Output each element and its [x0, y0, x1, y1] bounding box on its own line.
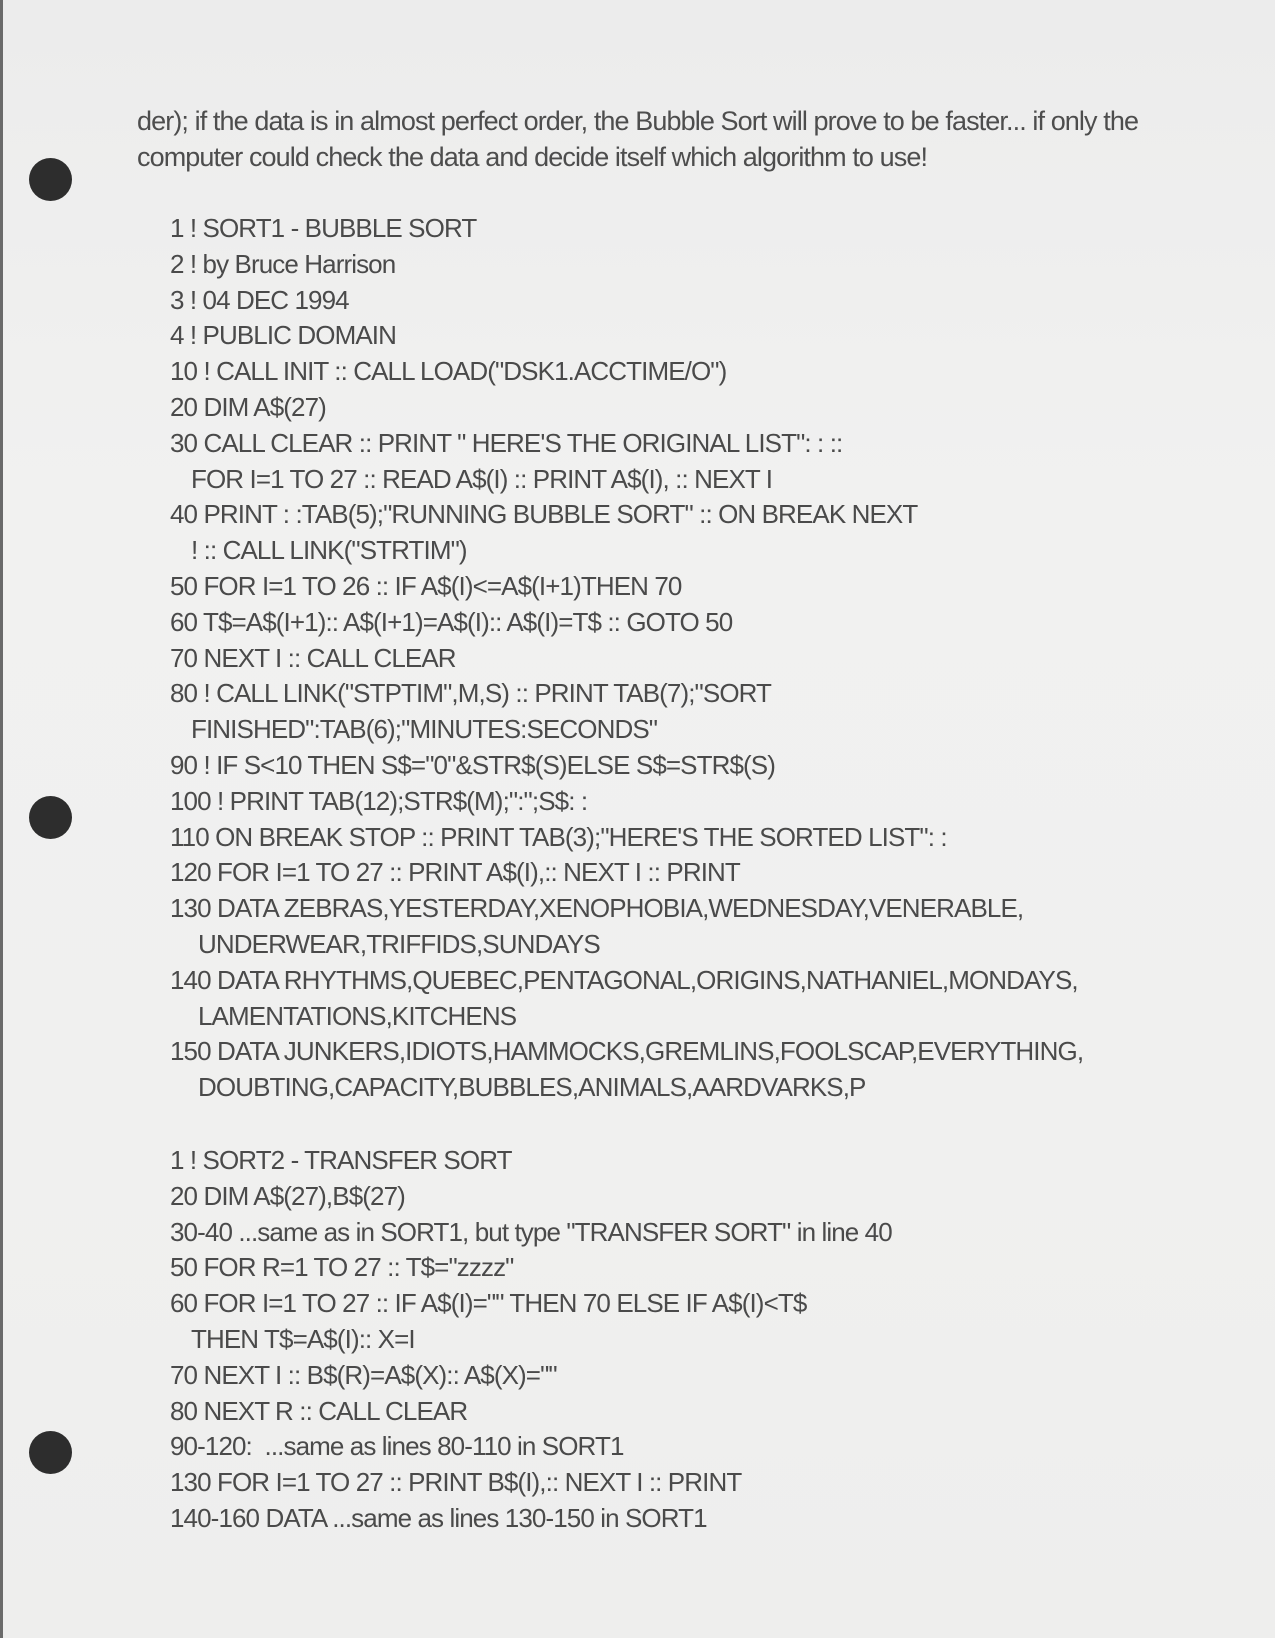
code-line: 2 ! by Bruce Harrison	[170, 248, 396, 279]
program-listing-sort2	[170, 1143, 1160, 1537]
code-line: 80 NEXT R :: CALL CLEAR	[170, 1395, 468, 1426]
page-left-edge	[0, 0, 3, 1638]
punch-hole-middle	[29, 796, 72, 839]
code-line: FOR I=1 TO 27 :: READ A$(I) :: PRINT A$(I), :: NEXT I	[191, 463, 773, 494]
code-line: 100 ! PRINT TAB(12);STR$(M);":";S$: :	[170, 785, 588, 816]
code-line: 120 FOR I=1 TO 27 :: PRINT A$(I),:: NEXT I :: PRINT	[170, 857, 740, 888]
code-line: 70 NEXT I :: B$(R)=A$(X):: A$(X)=""	[170, 1359, 557, 1390]
code-line: 130 DATA ZEBRAS,YESTERDAY,XENOPHOBIA,WEDNESDAY,VENERABLE,	[170, 893, 1024, 924]
code-line: 20 DIM A$(27)	[170, 391, 326, 422]
intro-paragraph: der); if the data is in almost perfect order, the Bubble Sort will prove to be faster... if only the computer could check the data and decide itself which algorithm to use!	[137, 106, 1139, 172]
code-line: 10 ! CALL INIT :: CALL LOAD("DSK1.ACCTIME/O")	[170, 356, 727, 387]
code-line: THEN T$=A$(I):: X=I	[191, 1323, 415, 1354]
code-line: LAMENTATIONS,KITCHENS	[198, 1000, 517, 1031]
code-line: 60 T$=A$(I+1):: A$(I+1)=A$(I):: A$(I)=T$ :: GOTO 50	[170, 606, 733, 637]
code-line: 60 FOR I=1 TO 27 :: IF A$(I)="" THEN 70 ELSE IF A$(I)<T$	[170, 1288, 807, 1319]
code-line: 130 FOR I=1 TO 27 :: PRINT B$(I),:: NEXT I :: PRINT	[170, 1467, 742, 1498]
code-line: 110 ON BREAK STOP :: PRINT TAB(3);"HERE'S THE SORTED LIST": :	[170, 821, 947, 852]
code-line: ! :: CALL LINK("STRTIM")	[191, 535, 467, 566]
code-line: 70 NEXT I :: CALL CLEAR	[170, 642, 456, 673]
code-line: 140-160 DATA ...same as lines 130-150 in SORT1	[170, 1502, 707, 1533]
punch-hole-bottom	[29, 1431, 72, 1474]
code-line: 3 ! 04 DEC 1994	[170, 284, 349, 315]
code-line: 4 ! PUBLIC DOMAIN	[170, 320, 396, 351]
punch-hole-top	[29, 158, 72, 201]
code-line: UNDERWEAR,TRIFFIDS,SUNDAYS	[198, 928, 600, 959]
code-line: 30-40 ...same as in SORT1, but type "TRANSFER SORT" in line 40	[170, 1216, 892, 1247]
program-listing-sort1	[170, 211, 1160, 1106]
code-line: 40 PRINT : :TAB(5);"RUNNING BUBBLE SORT" :: ON BREAK NEXT	[170, 499, 918, 530]
code-line: FINISHED":TAB(6);"MINUTES:SECONDS"	[191, 714, 658, 745]
code-line: 90-120: ...same as lines 80-110 in SORT1	[170, 1431, 624, 1462]
code-line: 80 ! CALL LINK("STPTIM",M,S) :: PRINT TAB(7);"SORT	[170, 678, 772, 709]
code-line: 30 CALL CLEAR :: PRINT " HERE'S THE ORIGINAL LIST": : ::	[170, 427, 843, 458]
code-line: DOUBTING,CAPACITY,BUBBLES,ANIMALS,AARDVARKS,P	[198, 1072, 866, 1103]
code-line: 20 DIM A$(27),B$(27)	[170, 1180, 405, 1211]
code-line: 150 DATA JUNKERS,IDIOTS,HAMMOCKS,GREMLINS,FOOLSCAP,EVERYTHING,	[170, 1036, 1084, 1067]
code-line: 1 ! SORT1 - BUBBLE SORT	[170, 213, 477, 243]
code-line: 50 FOR I=1 TO 26 :: IF A$(I)<=A$(I+1)THEN 70	[170, 570, 682, 601]
code-line: 90 ! IF S<10 THEN S$="0"&STR$(S)ELSE S$=STR$(S)	[170, 749, 775, 780]
code-line: 1 ! SORT2 - TRANSFER SORT	[170, 1145, 512, 1175]
code-line: 140 DATA RHYTHMS,QUEBEC,PENTAGONAL,ORIGINS,NATHANIEL,MONDAYS,	[170, 964, 1078, 995]
code-line: 50 FOR R=1 TO 27 :: T$="zzzz"	[170, 1252, 514, 1283]
